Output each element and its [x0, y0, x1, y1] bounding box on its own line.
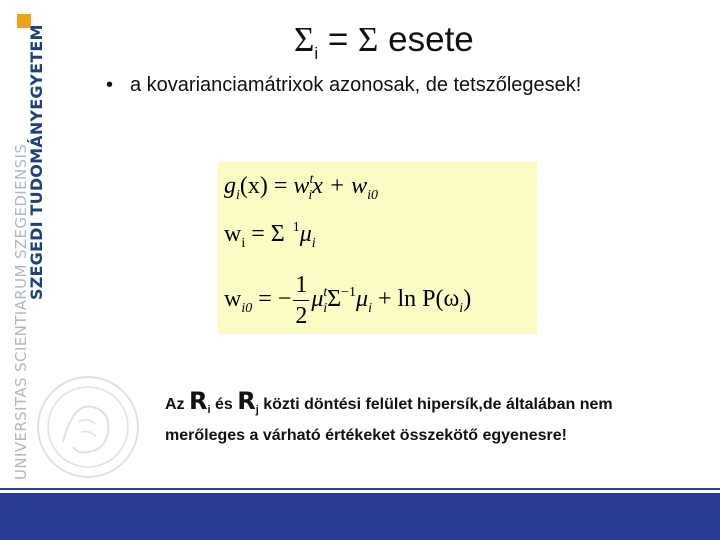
- bullet-marker: •: [106, 74, 114, 96]
- university-name: SZEGEDI TUDOMÁNYEGYETEM: [27, 24, 46, 300]
- footer-bar: [0, 493, 720, 540]
- university-seal-icon: [33, 372, 143, 482]
- weight-vector-equation: $w_i = \Sigma$ $^1\mu_i$: [224, 220, 316, 251]
- discriminant-equation: $g_i(x) = w^t_ix + w_{i0}$: [224, 172, 378, 203]
- footer-divider: [0, 488, 720, 490]
- formula-box: [218, 162, 537, 334]
- slide-title: $\Sigma_i = \Sigma$ esete: [294, 20, 474, 63]
- bias-equation: $w_{i0}$ = − $\frac{1}{2}$ $\mu^t_i\Sigma^{-1}\mu_i + \ln P(\omega_i)$: [224, 272, 472, 329]
- one-half-fraction: $\frac{1}{2}$: [295, 272, 308, 329]
- bullet-text: a kovarianciamátrixok azonosak, de tetszőlegesek!: [130, 74, 582, 96]
- region-symbol-j: R: [237, 387, 256, 415]
- decision-surface-paragraph: Az $R_i$ és $R_j$ közti döntési felület hipersík,de általában nem merőleges a várható értékeket összekötő egyenesre!: [165, 387, 613, 444]
- region-symbol-i: R: [189, 387, 208, 415]
- university-latin-name: UNIVERSITAS SCIENTIARUM SZEGEDIENSIS: [12, 143, 30, 480]
